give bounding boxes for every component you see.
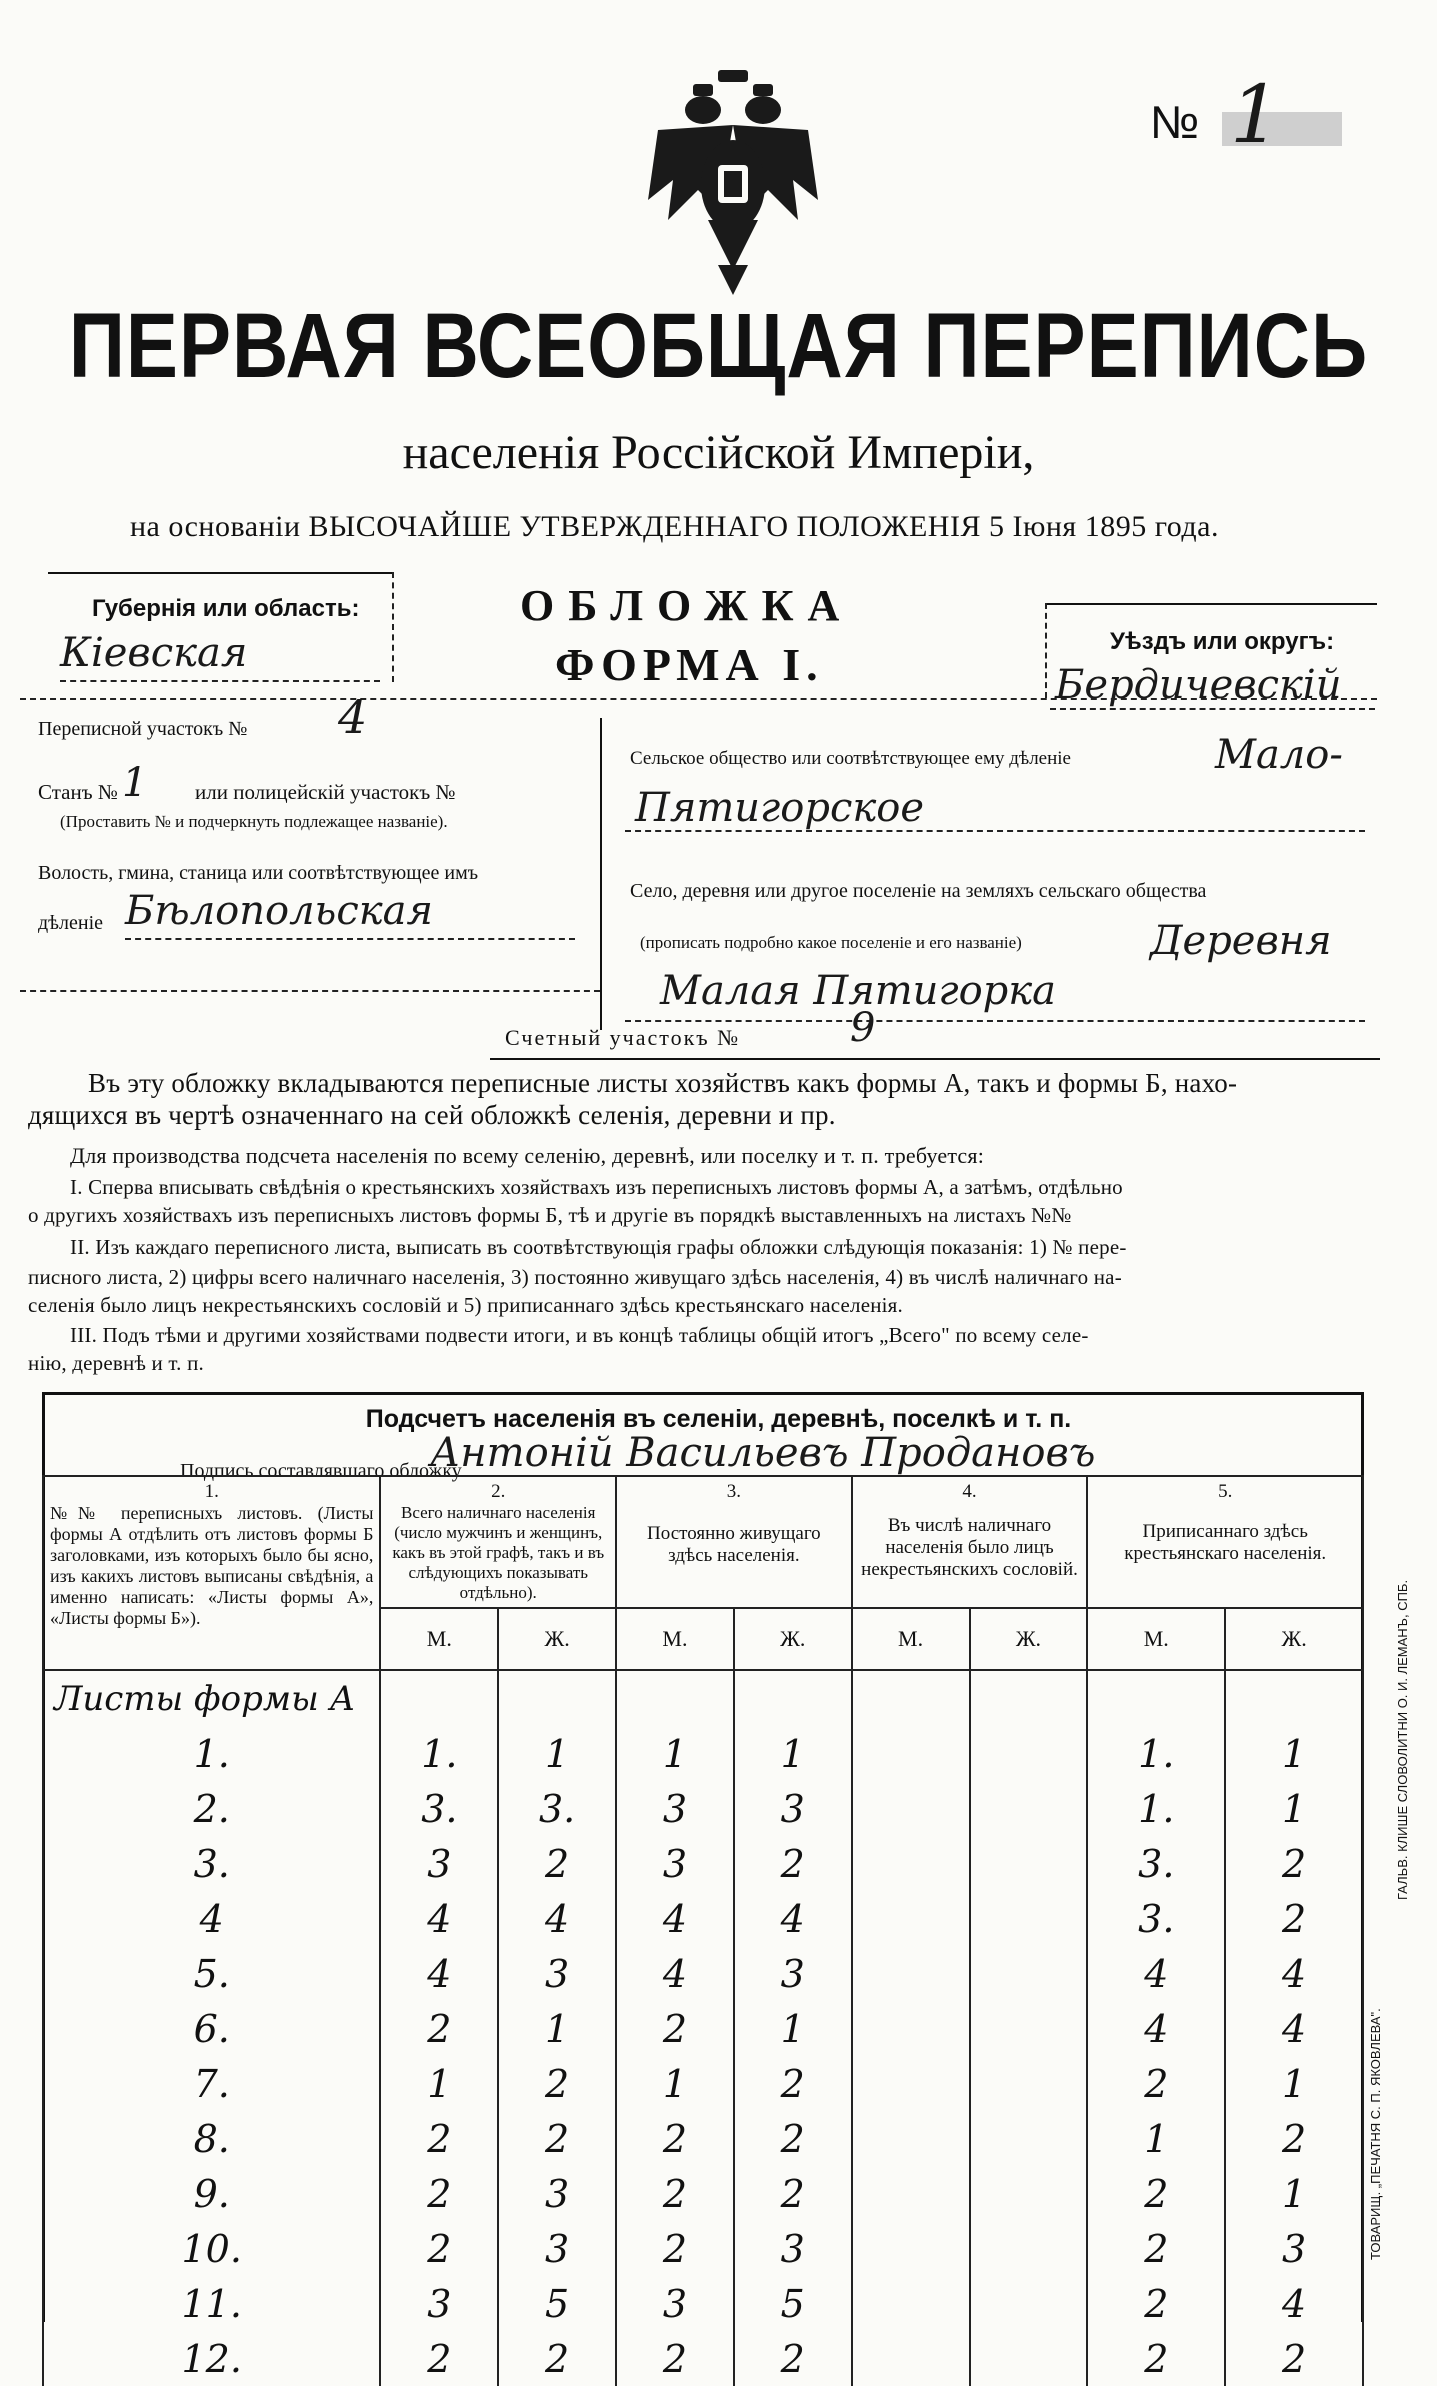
instruction-line: писного листа, 2) цифры всего наличнаго населенія, 3) постоянно живущаго здѣсь населенія, 4) въ числѣ наличнаго на- (28, 1265, 1122, 1289)
count-cell: 1 (734, 2001, 852, 2056)
table-row (43, 2331, 1363, 2386)
count-cell: 4 (616, 1946, 734, 2001)
count-cell: 2 (498, 2056, 616, 2111)
count-cell: 3. (498, 1781, 616, 1836)
empty-cell (734, 1670, 852, 1726)
count-cell: 2 (616, 2111, 734, 2166)
count-cell: 4 (616, 1891, 734, 1946)
count-cell: 3. (1087, 1891, 1225, 1946)
sheet-number-cell: 3. (43, 1836, 380, 1891)
table-row (43, 1836, 1363, 1891)
count-cell: 3. (380, 1781, 498, 1836)
printer-mark-left (1368, 1930, 1392, 2260)
count-cell: 3 (498, 2166, 616, 2221)
count-cell: 2 (1087, 2331, 1225, 2386)
count-cell (852, 2001, 970, 2056)
number-label: № (1150, 96, 1200, 148)
instruction-line: дящихся въ чертѣ означеннаго на сей обложкѣ селенія, деревни и пр. (28, 1100, 836, 1130)
count-cell (852, 1891, 970, 1946)
section-label: Листы формы А (43, 1670, 380, 1726)
rule (20, 990, 600, 992)
table-title: Подсчетъ населенія въ селеніи, деревнѣ, поселкѣ и т. п. (365, 1405, 1072, 1433)
table-row (43, 1726, 1363, 1781)
uchastok-value: 4 (338, 690, 368, 744)
m-label: М. (616, 1608, 734, 1670)
instruction-line: Въ эту обложку вкладываются переписные листы хозяйствъ какъ формы А, такъ и формы Б, нахо- (88, 1068, 1238, 1098)
count-cell: 2 (380, 2166, 498, 2221)
count-cell: 2 (1225, 1891, 1363, 1946)
header-row (43, 1476, 1363, 1608)
m-label: М. (1087, 1608, 1225, 1670)
count-cell: 3 (734, 2221, 852, 2276)
society-value-1: Мало- (1215, 732, 1343, 778)
count-cell: 2 (734, 2331, 852, 2386)
empty-cell (380, 1670, 498, 1726)
count-cell: 3. (1087, 1836, 1225, 1891)
col-text: Приписаннаго здѣсь крестьянскаго населенія. (1124, 1521, 1327, 1564)
rule (125, 938, 575, 940)
count-cell: 1 (380, 2056, 498, 2111)
count-cell: 1 (616, 1726, 734, 1781)
count-cell: 4 (1225, 2001, 1363, 2056)
society-label: Сельское общество или соотвѣтствующее ему дѣленіе (630, 748, 1071, 769)
count-cell: 2 (734, 1836, 852, 1891)
col-number: 2. (491, 1481, 506, 1502)
gubernia-label: Губернія или область: (92, 595, 360, 622)
double-headed-eagle-icon (648, 70, 818, 295)
count-cell (852, 1726, 970, 1781)
count-cell: 2 (616, 2166, 734, 2221)
section-row (43, 1670, 1363, 1726)
sheet-number-cell: 9. (43, 2166, 380, 2221)
count-cell: 5 (734, 2276, 852, 2331)
count-cell: 2 (1087, 2166, 1225, 2221)
sheet-number-cell: 1. (43, 1726, 380, 1781)
rule (60, 680, 380, 682)
count-cell: 1 (498, 1726, 616, 1781)
cover-title: ОБЛОЖКА (520, 581, 854, 630)
table-body (43, 1726, 1363, 2386)
count-cell: 2 (380, 2111, 498, 2166)
count-cell (970, 2001, 1088, 2056)
table-row (43, 1891, 1363, 1946)
stan-rest: или полицейскій участокъ № (195, 780, 456, 804)
signature-value: Антоній Васильевъ Продановъ (430, 1430, 1096, 1476)
count-cell: 3 (498, 1946, 616, 2001)
rule (392, 572, 394, 682)
count-cell: 2 (616, 2221, 734, 2276)
schetny-label: Счетный участокъ № (505, 1025, 741, 1050)
uezd-value: Бердичевскій (1055, 662, 1342, 708)
count-cell: 3 (380, 2276, 498, 2331)
count-cell: 2 (380, 2221, 498, 2276)
instruction-line: нію, деревнѣ и т. п. (28, 1351, 204, 1375)
count-cell: 2 (616, 2331, 734, 2386)
col-header-3 (616, 1476, 852, 1608)
count-cell: 2 (498, 2111, 616, 2166)
col-header-5 (1087, 1476, 1363, 1608)
empty-cell (970, 1670, 1088, 1726)
page-subtitle: населенія Россійской Имперіи, (402, 426, 1035, 479)
count-cell: 3 (616, 1781, 734, 1836)
col-text: Постоянно живущаго здѣсь населенія. (647, 1523, 821, 1566)
count-cell (852, 1946, 970, 2001)
count-cell (970, 2111, 1088, 2166)
count-cell: 4 (380, 1946, 498, 2001)
count-cell: 2 (616, 2001, 734, 2056)
empty-cell (1225, 1670, 1363, 1726)
count-cell: 2 (1225, 1836, 1363, 1891)
rule (490, 1058, 1380, 1060)
page-title: ПЕРВАЯ ВСЕОБЩАЯ ПЕРЕПИСЬ (68, 292, 1369, 397)
rule (1045, 603, 1047, 698)
zh-label: Ж. (498, 1608, 616, 1670)
count-cell (852, 1781, 970, 1836)
village-note: (прописать подробно какое поселеніе и его названіе) (640, 933, 1022, 952)
count-cell (852, 2276, 970, 2331)
sheet-number-cell: 8. (43, 2111, 380, 2166)
count-cell: 2 (498, 2331, 616, 2386)
volost-label: Волость, гмина, станица или соотвѣтствующее имъ (38, 862, 479, 884)
count-cell: 1 (1225, 1726, 1363, 1781)
table-row (43, 1946, 1363, 2001)
printer-mark-left-text: ТОВАРИЩ. „ПЕЧАТНЯ С. П. ЯКОВЛЕВА". (1368, 2008, 1383, 2260)
rule (1045, 603, 1377, 605)
empty-cell (1087, 1670, 1225, 1726)
instruction-line: селенія было лицъ некрестьянскихъ сословій и 5) приписаннаго здѣсь крестьянскаго населенія. (28, 1293, 903, 1317)
col-number: 3. (726, 1481, 741, 1502)
count-cell (852, 2331, 970, 2386)
rule (625, 830, 1365, 832)
count-cell: 1 (734, 1726, 852, 1781)
rule (20, 698, 1377, 700)
sheet-number-cell: 7. (43, 2056, 380, 2111)
sheet-number-cell: 11. (43, 2276, 380, 2331)
col-header-2 (380, 1476, 616, 1608)
count-cell: 5 (498, 2276, 616, 2331)
table-row (43, 2001, 1363, 2056)
col-number: 1. (204, 1481, 219, 1502)
col-header-4 (852, 1476, 1088, 1608)
col-header-1 (43, 1476, 380, 1670)
count-cell: 3 (616, 2276, 734, 2331)
schetny-value: 9 (850, 1005, 876, 1051)
instruction-line: ІІІ. Подъ тѣми и другими хозяйствами подвести итоги, и въ концѣ таблицы общій итогъ „Всего" по всему селе- (70, 1323, 1089, 1347)
col-text: Въ числѣ наличнаго населенія было лицъ некрестьянскихъ сословій. (861, 1515, 1078, 1580)
gubernia-value: Кіевская (60, 630, 248, 676)
count-cell: 3 (380, 1836, 498, 1891)
stan-label: Станъ № (38, 780, 118, 804)
col-text: Всего наличнаго населенія (число мужчинъ и женщинъ, какъ въ этой графѣ, такъ и въ слѣдующихъ показывать отдѣльно). (392, 1503, 605, 1602)
legal-basis: на основаніи ВЫСОЧАЙШЕ УТВЕРЖДЕННАГО ПОЛОЖЕНІЯ 5 Іюня 1895 года. (130, 510, 1219, 543)
rule (48, 572, 393, 574)
instruction-line: Для производства подсчета населенія по всему селенію, деревнѣ, или поселку и т. п. требуется: (70, 1143, 985, 1168)
count-cell: 4 (1225, 1946, 1363, 2001)
count-cell: 1 (616, 2056, 734, 2111)
count-cell (852, 2056, 970, 2111)
col-number: 5. (1218, 1481, 1233, 1502)
empty-cell (852, 1670, 970, 1726)
count-cell: 1 (1225, 2166, 1363, 2221)
table-row (43, 2111, 1363, 2166)
rule (625, 1020, 1365, 1022)
instruction-line: о другихъ хозяйствахъ изъ переписныхъ листовъ формы Б, тѣ и другіе въ порядкѣ выставленныхъ на листахъ №№ (28, 1203, 1072, 1227)
count-cell: 3 (498, 2221, 616, 2276)
divider (600, 718, 602, 1030)
instruction-line: ІІ. Изъ каждаго переписного листа, выписать въ соотвѣтствующія графы обложки слѣдующія показанія: 1) № пере- (70, 1235, 1127, 1259)
empty-cell (616, 1670, 734, 1726)
sheet-number-cell: 2. (43, 1781, 380, 1836)
count-cell: 4 (380, 1891, 498, 1946)
stan-note: (Проставить № и подчеркнуть подлежащее названіе). (60, 812, 448, 831)
uezd-label: Уѣздъ или округъ: (1110, 628, 1335, 655)
stan-value: 1 (122, 760, 148, 806)
volost-label-2: дѣленіе (38, 912, 104, 934)
count-cell: 2 (1087, 2056, 1225, 2111)
printer-mark-right (1395, 1520, 1419, 1900)
count-cell (970, 1891, 1088, 1946)
count-cell: 2 (1225, 2331, 1363, 2386)
m-label: М. (852, 1608, 970, 1670)
count-cell: 1 (498, 2001, 616, 2056)
count-cell: 2 (380, 2001, 498, 2056)
col-number: 4. (962, 1481, 977, 1502)
count-cell (970, 1726, 1088, 1781)
count-cell (970, 2221, 1088, 2276)
count-cell (970, 1946, 1088, 2001)
table-row (43, 2276, 1363, 2331)
table-frame (42, 1392, 1364, 1395)
society-value-2: Пятигорское (635, 785, 925, 831)
count-cell: 2 (734, 2056, 852, 2111)
count-cell: 4 (1087, 2001, 1225, 2056)
count-cell: 1. (380, 1726, 498, 1781)
count-cell (970, 2166, 1088, 2221)
count-cell: 3 (734, 1781, 852, 1836)
volost-value: Бѣлопольская (125, 888, 433, 934)
count-cell: 3 (734, 1946, 852, 2001)
sheet-number-cell: 5. (43, 1946, 380, 2001)
table-row (43, 2056, 1363, 2111)
col-text: №№ переписныхъ листовъ. (Листы формы А отдѣлить отъ листовъ формы Б заголовками, изъ которыхъ было бы ясно, изъ какихъ листовъ выписаны свѣдѣнія, а именно написать: «Листы формы А», «Листы формы Б»). (50, 1503, 374, 1628)
count-cell: 1 (1225, 2056, 1363, 2111)
cover-form: ФОРМА І. (555, 639, 824, 690)
count-cell: 3 (1225, 2221, 1363, 2276)
count-cell: 4 (1225, 2276, 1363, 2331)
table-row (43, 2166, 1363, 2221)
village-value-2: Малая Пятигорка (660, 968, 1057, 1014)
count-cell (970, 2276, 1088, 2331)
count-cell (970, 1836, 1088, 1891)
count-cell: 2 (1225, 2111, 1363, 2166)
m-label: М. (380, 1608, 498, 1670)
count-cell (852, 2111, 970, 2166)
count-cell: 1. (1087, 1781, 1225, 1836)
count-cell: 2 (734, 2111, 852, 2166)
signature-label: Подпись составлявшаго обложку (180, 1460, 462, 1482)
count-cell: 2 (1087, 2221, 1225, 2276)
sheet-number-cell: 4 (43, 1891, 380, 1946)
count-cell (852, 2221, 970, 2276)
empty-cell (498, 1670, 616, 1726)
count-cell: 4 (1087, 1946, 1225, 2001)
sheet-number-cell: 6. (43, 2001, 380, 2056)
count-cell (970, 1781, 1088, 1836)
table-row (43, 1781, 1363, 1836)
count-cell: 1 (1225, 1781, 1363, 1836)
count-cell: 2 (380, 2331, 498, 2386)
rule (1050, 708, 1375, 710)
count-cell (970, 2331, 1088, 2386)
census-table (42, 1475, 1364, 2386)
zh-label: Ж. (1225, 1608, 1363, 1670)
zh-label: Ж. (970, 1608, 1088, 1670)
village-label: Село, деревня или другое поселеніе на земляхъ сельскаго общества (630, 880, 1207, 902)
number-value: 1 (1230, 68, 1281, 161)
instruction-line: І. Сперва вписывать свѣдѣнія о крестьянскихъ хозяйствахъ изъ переписныхъ листовъ формы А, а затѣмъ, отдѣльно (70, 1175, 1123, 1199)
count-cell: 2 (498, 1836, 616, 1891)
sheet-number-cell: 12. (43, 2331, 380, 2386)
zh-label: Ж. (734, 1608, 852, 1670)
village-value-1: Деревня (1150, 918, 1332, 964)
count-cell: 2 (1087, 2276, 1225, 2331)
table-row (43, 2221, 1363, 2276)
printer-mark-right-text: ГАЛЬВ. КЛИШЕ СЛОВОЛИТНИ О. И. ЛЕМАНЪ, СПБ. (1395, 1579, 1410, 1900)
count-cell (852, 2166, 970, 2221)
count-cell: 1 (1087, 2111, 1225, 2166)
count-cell: 4 (734, 1891, 852, 1946)
count-cell (970, 2056, 1088, 2111)
count-cell: 3 (616, 1836, 734, 1891)
sheet-number-cell: 10. (43, 2221, 380, 2276)
count-cell: 2 (734, 2166, 852, 2221)
count-cell: 4 (498, 1891, 616, 1946)
count-cell (852, 1836, 970, 1891)
uchastok-label: Переписной участокъ № (38, 718, 248, 740)
count-cell: 1. (1087, 1726, 1225, 1781)
